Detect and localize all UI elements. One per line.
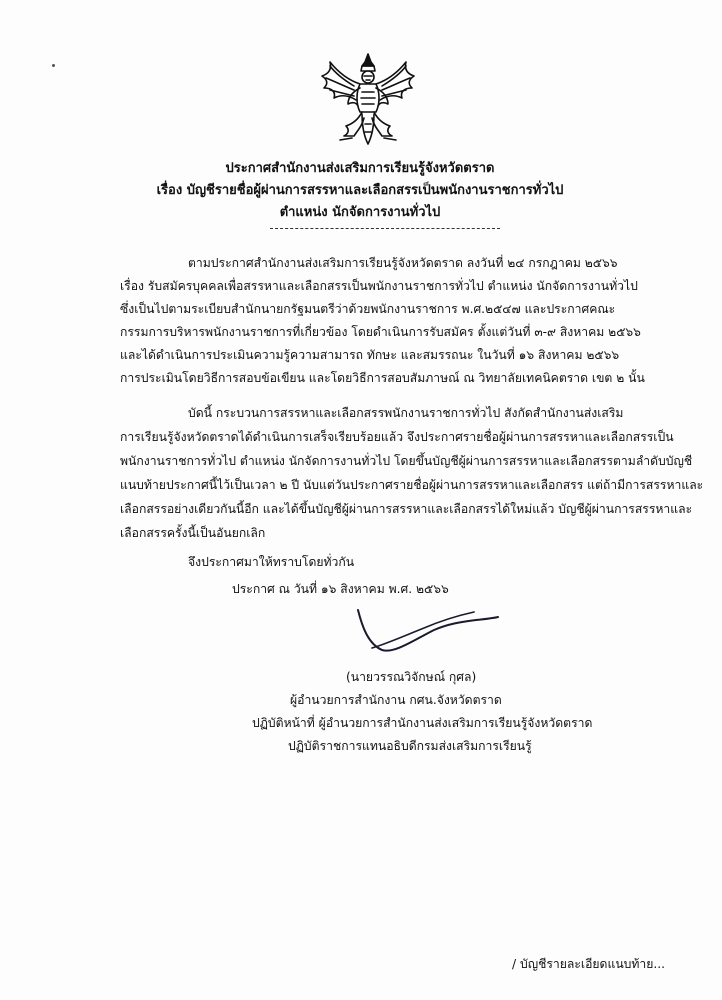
para2-line: พนักงานราชการทั่วไป ตำแหน่ง นักจัดการงานทั่วไป โดยขึ้นบัญชีผู้ผ่านการสรรหาและเลือกสรรตามลำดับบัญชี (120, 454, 693, 468)
signatory-name: (นายวรรณวิจักษณ์ กุศล) (346, 670, 477, 684)
attachment-note: / บัญชีรายละเอียดแนบท้าย... (512, 957, 666, 971)
para2-line: เลือกสรรอย่างเดียวกันนี้อีก และได้ขึ้นบัญชีผู้ผ่านการสรรหาและเลือกสรรได้ใหม่แล้ว บัญชีผู้ผ่านการสรรหาและ (120, 502, 693, 516)
signatory-title: ปฏิบัติหน้าที่ ผู้อำนวยการสำนักงานส่งเสริมการเรียนรู้จังหวัดตราด (252, 716, 593, 730)
announce-line: จึงประกาศมาให้ทราบโดยทั่วกัน (188, 555, 355, 569)
para2-line: เลือกสรรครั้งนี้เป็นอันยกเลิก (120, 526, 266, 540)
signatory-title: ผู้อำนวยการสำนักงาน กศน.จังหวัดตราด (290, 693, 502, 707)
para1-line: การประเมินโดยวิธีการสอบข้อเขียน และโดยวิธีการสอบสัมภาษณ์ ณ วิทยาลัยเทคนิคตราด เขต ๒ นั้น (120, 371, 645, 385)
announcement-position: ตำแหน่ง นักจัดการงานทั่วไป (279, 205, 441, 220)
para2-line: แนบท้ายประกาศนี้ไว้เป็นเวลา ๒ ปี นับแต่วันประกาศรายชื่อผู้ผ่านการสรรหาและเลือกสรร แต่ถ้ามีการสรรหาและ (120, 478, 704, 492)
para2-line: การเรียนรู้จังหวัดตราดได้ดำเนินการเสร็จเรียบร้อยแล้ว จึงประกาศรายชื่อผู้ผ่านการสรรหาและเลือกสรรเป็น (120, 430, 674, 444)
header-divider (270, 228, 500, 229)
para1-line: และได้ดำเนินการประเมินความรู้ความสามารถ ทักษะ และสมรรถนะ ในวันที่ ๑๖ สิงหาคม ๒๕๖๖ (120, 348, 620, 362)
announcement-title: ประกาศสำนักงานส่งเสริมการเรียนรู้จังหวัดตราด (225, 161, 495, 176)
garuda-emblem-icon (318, 52, 418, 150)
para1-line: กรรมการบริหารพนักงานราชการที่เกี่ยวข้อง โดยดำเนินการรับสมัคร ตั้งแต่วันที่ ๓-๙ สิงหาคม ๒๕๖๖ (120, 325, 641, 339)
announcement-subject: เรื่อง บัญชีรายชื่อผู้ผ่านการสรรหาและเลือกสรรเป็นพนักงานราชการทั่วไป (156, 183, 564, 198)
announcement-date: ประกาศ ณ วันที่ ๑๖ สิงหาคม พ.ศ. ๒๕๖๖ (232, 582, 449, 596)
signatory-title: ปฏิบัติราชการแทนอธิบดีกรมส่งเสริมการเรียนรู้ (288, 739, 532, 753)
para2-line: บัดนี้ กระบวนการสรรหาและเลือกสรรพนักงานราชการทั่วไป สังกัดสำนักงานส่งเสริม (188, 406, 624, 420)
para1-line: ซึ่งเป็นไปตามระเบียบสำนักนายกรัฐมนตรีว่าด้วยพนักงานราชการ พ.ศ.๒๕๔๗ และประกาศคณะ (120, 302, 616, 316)
handwritten-signature (352, 604, 502, 662)
para1-line: ตามประกาศสำนักงานส่งเสริมการเรียนรู้จังหวัดตราด ลงวันที่ ๒๔ กรกฎาคม ๒๕๖๖ (188, 256, 618, 270)
scan-speck (52, 64, 55, 67)
para1-line: เรื่อง รับสมัครบุคคลเพื่อสรรหาและเลือกสรรเป็นพนักงานราชการทั่วไป ตำแหน่ง นักจัดการงานทั่วไป (120, 279, 638, 293)
